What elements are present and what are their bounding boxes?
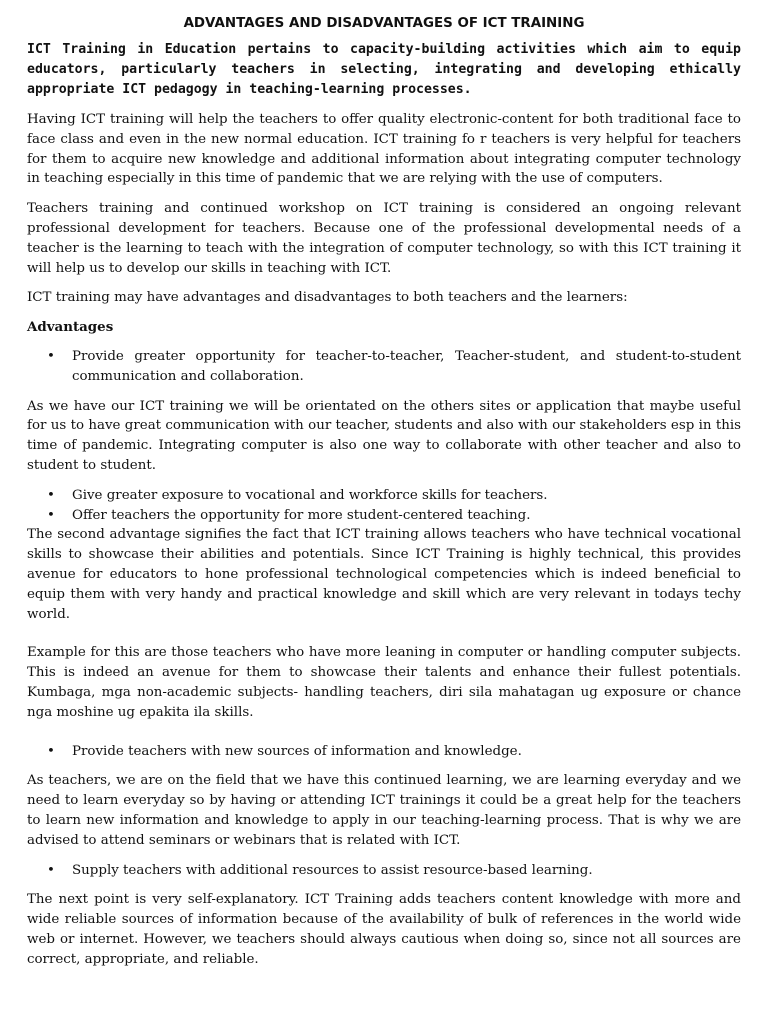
spacer	[27, 624, 741, 643]
bullet-item: • Provide greater opportunity for teacher-to-teacher, Teacher-student, and student-to-student communication and collaboration.	[72, 347, 741, 387]
paragraph-intro-2: Teachers training and continued workshop on ICT training is considered an ongoing relevant professional development for teachers. Because one of the professional developmental needs of a teacher is the learning to teach with the integration of computer technology, so with this ICT training it will help us to develop our skills in teaching with ICT.	[27, 201, 741, 276]
paragraph-continued-learning: As teachers, we are on the field that we have this continued learning, we are learning everyday and we need to learn everyday so by having or attending ICT trainings it could be a great help for the teachers to learn new information and knowledge to apply in our teaching-learning process. That is why we are advised to attend seminars or webinars that is related with ICT.	[27, 773, 741, 848]
document-title: ADVANTAGES AND DISADVANTAGES OF ICT TRAINING	[183, 16, 585, 31]
lead-paragraph: ICT Training in Education pertains to capacity-building activities which aim to equip educators, particularly teachers in selecting, integrating and developing ethically appropriate ICT pedagogy in teaching-learning processes.	[27, 42, 741, 97]
bullet-list-2	[27, 486, 741, 526]
bullet-item: • Provide teachers with new sources of information and knowledge.	[72, 742, 741, 762]
paragraph-second-advantage: The second advantage signifies the fact that ICT training allows teachers who have technical vocational skills to showcase their abilities and potentials. Since ICT Training is highly technical, this provides avenue for educators to hone professional technological competencies which is indeed beneficial to equip them with very handy and practical knowledge and skill which are very relevant in todays techy world.	[27, 527, 741, 622]
bullet-item: • Supply teachers with additional resources to assist resource-based learning.	[72, 861, 741, 881]
paragraph-example: Example for this are those teachers who have more leaning in computer or handling computer subjects. This is indeed an avenue for them to showcase their talents and enhance their fullest potentials. Kumbaga, mga non-academic subjects- handling teachers, diri sila mahatagan ug exposure or chance nga moshine ug epakita ila skills.	[27, 645, 741, 720]
bullet-item: • Offer teachers the opportunity for more student-centered teaching.	[72, 506, 741, 526]
paragraph-communication: As we have our ICT training we will be orientated on the others sites or application that maybe useful for us to have great communication with our teacher, students and also with our stakeholders esp in this time of pandemic. Integrating computer is also one way to collaborate with other teacher and also to student to student.	[27, 398, 741, 473]
bullet-list-3	[27, 742, 741, 762]
paragraph-intro-3: ICT training may have advantages and disadvantages to both teachers and the learners:	[27, 290, 628, 306]
paragraph-self-explanatory: The next point is very self-explanatory. ICT Training adds teachers content knowledge with more and wide reliable sources of information because of the availability of bulk of references in the world wide web or internet. However, we teachers should always cautious when doing so, since not all sources are correct, appropriate, and reliable.	[27, 892, 741, 967]
paragraph-intro-1: Having ICT training will help the teachers to offer quality electronic-content for both traditional face to face class and even in the new normal education. ICT training fo r teachers is very helpful for teachers for them to acquire new knowledge and additional information about integrating computer technology in teaching especially in this time of pandemic that we are relying with the use of computers.	[27, 112, 741, 187]
spacer	[27, 723, 741, 742]
bullet-list-1	[27, 347, 741, 387]
bullet-item: • Give greater exposure to vocational and workforce skills for teachers.	[72, 486, 741, 506]
bullet-list-4	[27, 861, 741, 881]
advantages-heading: Advantages	[27, 319, 114, 336]
